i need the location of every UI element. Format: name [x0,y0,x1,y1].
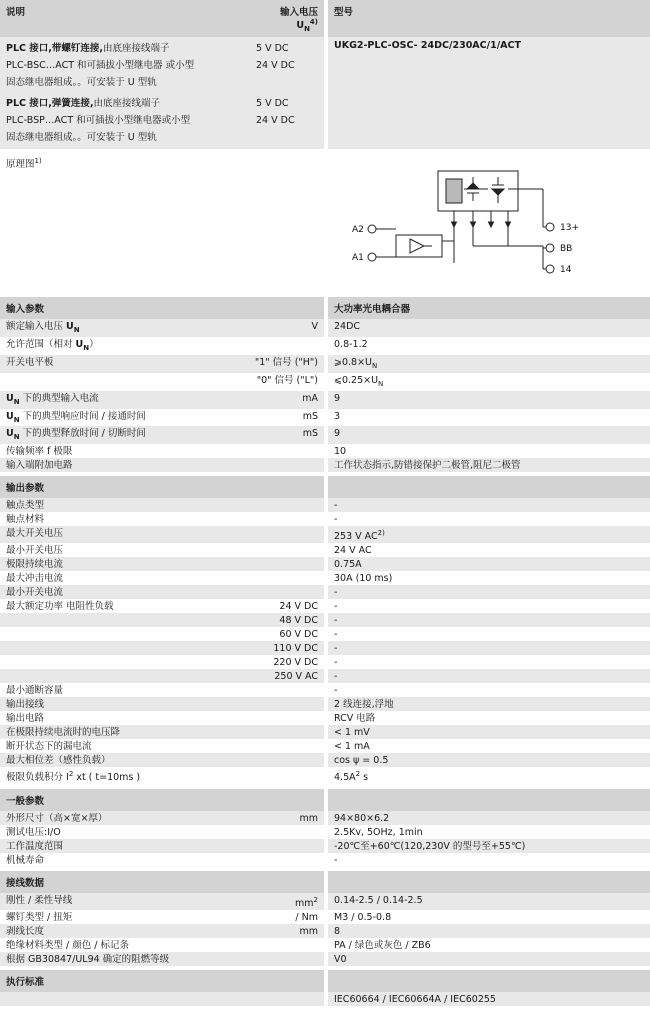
terminal-bb-label: BB [560,244,573,255]
section-header-right [328,476,650,498]
spec-row [0,585,650,599]
spec-label-cell [0,753,324,767]
spec-unit [312,512,318,526]
description-text: 固态继电器组成。。可安装于 U 型轨 [6,77,157,89]
spec-label: 根据 GB30847/UL94 确定的阻燃等级 [6,953,170,965]
spec-value: 30A (10 ms) [328,571,650,585]
spec-value: - [328,613,650,627]
description-voltage [256,131,318,144]
spec-label: 最大相位差（感性负载） [6,755,111,767]
spec-value: - [328,498,650,512]
spec-value: - [328,627,650,641]
spec-row [0,409,650,427]
spec-unit [312,526,318,543]
spec-row [0,992,650,1006]
spec-row [0,753,650,767]
spec-label-cell [0,426,324,444]
spec-label: 刚性 / 柔性导线 [6,894,73,906]
spec-unit: mm [299,812,318,824]
spec-row [0,711,650,725]
spec-label-cell [0,319,324,337]
spec-label: 极限持续电流 [6,559,64,571]
section-header-left: 输入参数 [0,297,324,319]
description-text: PLC 接口,弹簧连接,由底座接线端子 [6,98,161,110]
spec-row [0,391,650,409]
spec-value: PA / 绿色或灰色 / ZB6 [328,938,650,952]
schematic-band [0,153,650,293]
spec-label-cell [0,839,324,853]
spec-label: 最大开关电压 [6,528,64,540]
schematic-title-sup: 1) [34,156,42,165]
spec-label: 最小开关电压 [6,545,64,557]
spec-unit [312,557,318,571]
spec-label-cell [0,811,324,825]
spec-row [0,319,650,337]
spec-value: 工作状态指示,防错接保护二极管,阻尼二极管 [328,458,650,472]
spec-label: 螺钉类型 / 扭矩 [6,911,73,923]
spec-label-cell [0,599,324,613]
description-list [0,37,324,149]
description-row [0,40,324,57]
spec-unit [312,825,318,839]
terminal-13-label: 13+ [560,223,579,234]
section-header-right [328,970,650,992]
description-header-label: 说明 [6,7,26,18]
spec-row [0,910,650,924]
spec-unit [312,683,318,697]
spec-label-cell [0,992,324,1006]
spec-row [0,337,650,355]
spec-label-cell [0,373,324,391]
input-voltage-header [228,4,318,33]
section-header-row [0,476,650,498]
spec-value: - [328,669,650,683]
section-header-row [0,970,650,992]
spec-unit [312,839,318,853]
spec-label: 工作温度范围 [6,840,64,852]
spec-label-cell [0,711,324,725]
description-text: PLC-BSP…ACT 和可插拔小型继电器或小型 [6,115,191,127]
spec-value: - [328,853,650,867]
spec-value: - [328,683,650,697]
spec-unit: 110 V DC [273,643,318,655]
spec-unit [312,938,318,952]
spec-value: 0.8-1.2 [328,337,650,355]
spec-row [0,739,650,753]
spec-label: 断开状态下的漏电流 [6,741,92,753]
terminal-14-label: 14 [560,265,572,276]
spec-row [0,641,650,655]
spec-row [0,426,650,444]
spec-row [0,498,650,512]
spec-row [0,924,650,938]
spec-row [0,543,650,557]
spec-unit: mA [302,392,318,404]
spec-label: 触点材料 [6,514,45,526]
spec-label-cell [0,585,324,599]
spec-label: 最小通断容量 [6,685,64,697]
spec-label-cell [0,910,324,924]
spec-value: 0.14-2.5 / 0.14-2.5 [328,893,650,910]
schematic-diagram [328,153,650,293]
section-header-right: 大功率光电耦合器 [328,297,650,319]
schematic-title-cell [0,153,324,293]
spec-label-cell [0,952,324,966]
section-header-row [0,789,650,811]
spec-value: 8 [328,924,650,938]
spec-label-cell [0,697,324,711]
spec-label-cell [0,767,324,784]
spec-label-cell [0,853,324,867]
spec-label-cell [0,924,324,938]
spec-value: < 1 mA [328,739,650,753]
description-voltage: 24 V DC [256,60,295,72]
spec-value: $⩽0.25\times U_N$ [328,373,650,391]
spec-label-cell [0,938,324,952]
section-output-parameters [0,476,650,784]
spec-unit [312,458,318,472]
spec-label: 输入端附加电路 [6,460,73,472]
description-text: PLC 接口,带螺钉连接,由底座接线端子 [6,43,170,55]
spec-value: - [328,655,650,669]
spec-row [0,557,650,571]
spec-label [6,373,251,391]
spec-value: 94×80×6.2 [328,811,650,825]
spec-value: -20℃至+60℃(120,230V 的型号至+55℃) [328,839,650,853]
spec-label-cell [0,641,324,655]
spec-value: RCV 电路 [328,711,650,725]
spec-row [0,839,650,853]
spec-row [0,444,650,458]
spec-label-cell [0,725,324,739]
spec-label: 机械寿命 [6,854,45,866]
section-header-right [328,871,650,893]
spec-unit [312,711,318,725]
schematic-title: 原理图 [6,159,35,171]
spec-label: 在极限持续电流时的电压降 [6,727,121,739]
spec-unit [312,697,318,711]
spec-unit: mS [302,428,318,440]
band-spacer [0,1006,650,1010]
spec-label [6,613,273,627]
terminal-a2-label: A2 [352,225,364,236]
spec-label-cell [0,739,324,753]
spec-row [0,825,650,839]
spec-value: - [328,512,650,526]
spec-unit [312,498,318,512]
spec-value: - [328,585,650,599]
terminal-a1-label: A1 [352,253,364,264]
input-voltage-label: 输入电压 [279,7,318,18]
spec-unit: "1" 信号 ("H") [254,356,318,368]
spec-unit: "0" 信号 ("L") [256,374,318,386]
model-value: UKG2-PLC-OSC- 24DC/230AC/1/ACT [334,40,521,52]
spec-value: 2 线连接,浮地 [328,697,650,711]
spec-label: 传输频率 f 极限 [6,446,73,458]
spec-row [0,952,650,966]
section-header-left: 输出参数 [0,476,324,498]
spec-row [0,599,650,613]
spec-label: 触点类型 [6,500,45,512]
spec-value: 0.75A [328,557,650,571]
spec-label: 允许范围（相对 $U_N$） [6,338,99,352]
spec-unit: / Nm [295,911,318,923]
spec-row [0,571,650,585]
spec-label-cell [0,669,324,683]
spec-unit [312,853,318,867]
spec-row [0,938,650,952]
spec-sections [0,297,650,1010]
description-row [0,95,324,112]
spec-label: 输出接线 [6,699,45,711]
spec-row [0,373,650,391]
spec-value: - [328,641,650,655]
description-voltage: 5 V DC [256,43,289,55]
spec-value: 3 [328,409,650,427]
spec-value: IEC60664 / IEC60664A / IEC60255 [328,992,650,1006]
spec-row [0,767,650,784]
spec-label-cell [0,655,324,669]
spec-label: 输出电路 [6,713,45,725]
spec-label: 极限负载积分 $I^2$ xt ( t=10ms ) [6,770,141,784]
spec-value: 253 V AC$^{2)}$ [328,526,650,543]
spec-label-cell [0,613,324,627]
spec-value: < 1 mV [328,725,650,739]
section-input-parameters [0,297,650,472]
model-header-label: 型号 [334,7,354,18]
top-header-band [0,0,650,37]
spec-unit: 250 V AC [274,671,318,683]
spec-label-cell [0,627,324,641]
input-voltage-sub: $U_N^{4)}$ [296,18,318,34]
spec-row [0,811,650,825]
section-header-left: 一般参数 [0,789,324,811]
spec-row [0,697,650,711]
spec-row [0,627,650,641]
section-header-row [0,871,650,893]
description-row [0,129,324,146]
spec-value: $4.5A^2$ s [328,767,650,784]
description-voltage: 24 V DC [256,115,295,127]
spec-row [0,725,650,739]
spec-value: 24DC [328,319,650,337]
spec-label [6,627,273,641]
spec-value: - [328,599,650,613]
spec-unit: 60 V DC [279,629,318,641]
spec-unit [312,952,318,966]
spec-unit: 24 V DC [279,601,318,613]
spec-label-cell [0,825,324,839]
spec-unit: $mm^2$ [295,895,318,909]
spec-value: $⩾0.8\times U_N$ [328,355,650,373]
spec-unit: mm [299,925,318,937]
spec-label-cell [0,355,324,373]
spec-unit [312,571,318,585]
spec-row [0,893,650,910]
spec-unit [312,337,318,355]
description-row [0,74,324,91]
schematic-svg [328,153,650,293]
model-header [328,0,650,37]
spec-label: 绝缘材料类型 / 颜色 / 标记条 [6,939,129,951]
spec-label: $U_N$ 下的典型响应时间 / 接通时间 [6,410,146,424]
spec-label [6,992,312,1006]
spec-label [6,655,267,669]
spec-row [0,458,650,472]
section-header-row [0,297,650,319]
spec-row [0,355,650,373]
spec-unit [312,753,318,767]
spec-unit [312,585,318,599]
spec-row [0,683,650,697]
section-general-parameters [0,789,650,867]
spec-unit [312,444,318,458]
spec-unit [312,767,318,784]
spec-unit [312,992,318,1006]
spec-label-cell [0,409,324,427]
spec-unit: V [311,321,318,333]
spec-unit [312,739,318,753]
spec-unit: mS [302,410,318,422]
spec-label: 最大冲击电流 [6,573,64,585]
section-header-right [328,789,650,811]
spec-label-cell [0,444,324,458]
description-text: 固态继电器组成。。可安装于 U 型轨 [6,132,157,144]
spec-unit: 220 V DC [273,657,318,669]
spec-label [6,669,268,683]
spec-value: 24 V AC [328,543,650,557]
spec-label-cell [0,512,324,526]
description-row [0,57,324,74]
spec-row [0,669,650,683]
section-connection-data [0,871,650,966]
spec-label-cell [0,498,324,512]
spec-value: cos ψ = 0.5 [328,753,650,767]
spec-label: 开关电平板 [6,356,54,368]
description-text: PLC-BSC…ACT 和可插拔小型继电器 或小型 [6,60,195,72]
description-voltage: 5 V DC [256,98,289,110]
spec-label-cell [0,543,324,557]
spec-label-cell [0,683,324,697]
spec-value: 2.5Kv, 5OHz, 1min [328,825,650,839]
section-header-left: 执行标准 [0,970,324,992]
model-value-cell [328,37,650,149]
spec-label-cell [0,557,324,571]
spec-label: 最小开关电流 [6,587,64,599]
spec-label-cell [0,458,324,472]
spec-label-cell [0,391,324,409]
spec-label: 额定输入电压 $U_N$ [6,321,80,334]
spec-row [0,853,650,867]
spec-label: 外形尺寸（高×宽×厚） [6,812,108,824]
spec-row [0,526,650,543]
spec-label: $U_N$ 下的典型释放时间 / 切断时间 [6,428,146,442]
description-band [0,37,650,149]
spec-row [0,512,650,526]
spec-unit [312,543,318,557]
spec-row [0,655,650,669]
spec-row [0,613,650,627]
section-header-left: 接线数据 [0,871,324,893]
description-header [0,0,324,37]
spec-label: 测试电压:I/O [6,826,61,838]
spec-value: M3 / 0.5-0.8 [328,910,650,924]
spec-label: 最大额定功率 电阻性负载 [6,601,114,613]
section-standards [0,970,650,1006]
description-row [0,112,324,129]
spec-label: $U_N$ 下的典型输入电流 [6,392,99,406]
spec-label-cell [0,571,324,585]
spec-value: 10 [328,444,650,458]
spec-label-cell [0,337,324,355]
spec-label-cell [0,526,324,543]
spec-unit [312,725,318,739]
spec-label [6,641,267,655]
spec-value: 9 [328,426,650,444]
spec-value: V0 [328,952,650,966]
spec-label: 剥线长度 [6,925,45,937]
spec-value: 9 [328,391,650,409]
spec-label-cell [0,893,324,910]
spec-unit: 48 V DC [279,615,318,627]
description-voltage [256,76,318,89]
